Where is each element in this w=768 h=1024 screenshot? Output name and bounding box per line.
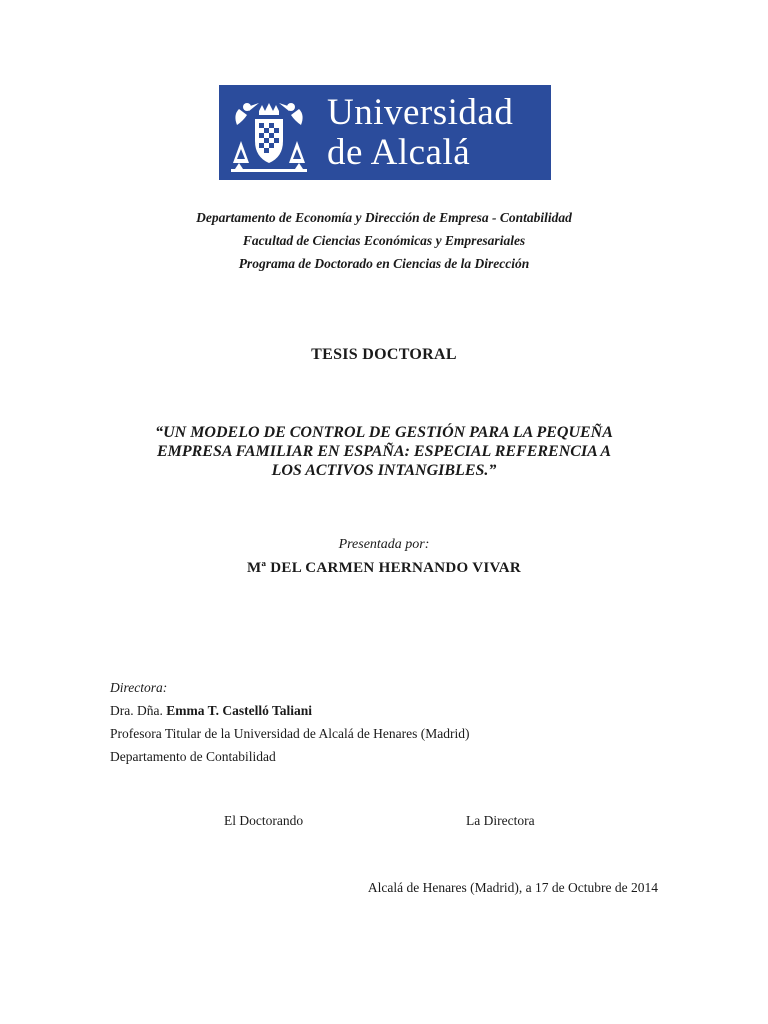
faculty-line: Facultad de Ciencias Económicas y Empresariales [242,233,526,248]
program-line: Programa de Doctorado en Ciencias de la Dirección [238,256,530,271]
university-logo [219,85,551,180]
logo-wordmark [327,93,513,173]
director-label: Directora: [110,680,168,695]
director-department: Departamento de Contabilidad [110,749,276,764]
logo-line-1: Universidad [327,91,514,133]
title-line-2: EMPRESA FAMILIAR EN ESPAÑA: ESPECIAL REFERENCIA A [156,443,612,460]
signature-doctoral-candidate: El Doctorando [224,813,304,828]
director-info [110,676,670,768]
thesis-title [100,423,668,480]
director-name-line [110,699,670,722]
title-line-1: “UN MODELO DE CONTROL DE GESTIÓN PARA LA PEQUEÑA [155,424,613,441]
signature-director: La Directora [466,813,535,828]
director-position: Profesora Titular de la Universidad de Alcalá de Henares (Madrid) [110,726,470,741]
director-prefix: Dra. Dña. [110,703,163,718]
place-and-date: Alcalá de Henares (Madrid), a 17 de Octubre de 2014 [367,880,658,895]
department-line: Departamento de Economía y Dirección de Empresa - Contabilidad [196,210,572,225]
presented-by-label: Presentada por: [338,537,430,552]
author-name: Mª DEL CARMEN HERNANDO VIVAR [246,560,522,576]
logo-line-2: de Alcalá [327,131,471,173]
university-crest-icon [219,85,319,180]
institution-header [0,206,768,275]
director-name: Emma T. Castelló Taliani [166,703,313,718]
thesis-type-heading: TESIS DOCTORAL [311,346,457,363]
title-line-3: LOS ACTIVOS INTANGIBLES.” [271,462,497,479]
